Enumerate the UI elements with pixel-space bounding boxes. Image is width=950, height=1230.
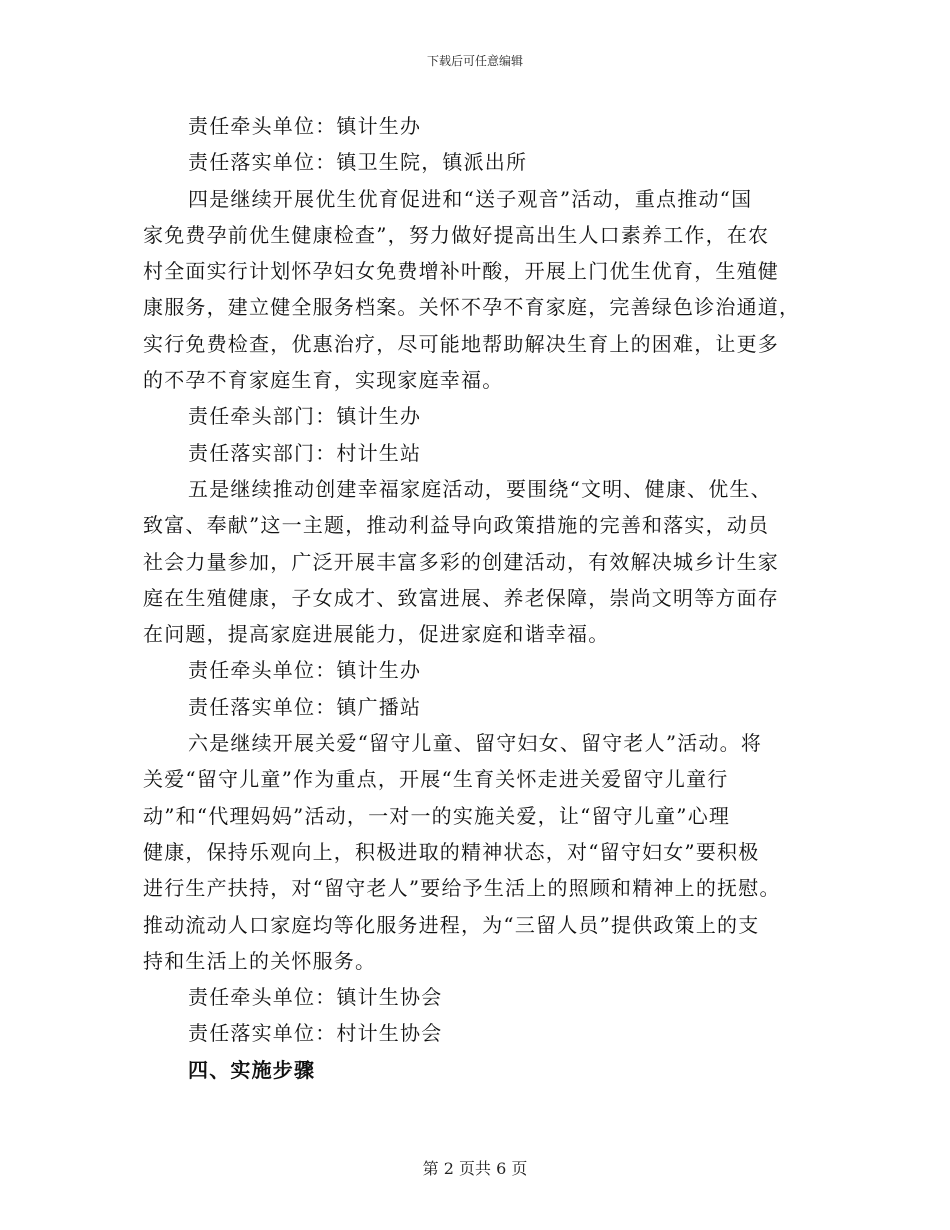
document-body xyxy=(143,108,813,1088)
section-heading: 四、实施步骤 xyxy=(188,1057,316,1082)
responsible-lead-unit: 责任牵头单位：镇计生办 xyxy=(188,114,422,138)
page-footer: 第 2 页共 6 页 xyxy=(422,1159,528,1178)
paragraph-line: 关爱“留守儿童”作为重点，开展“生育关怀走进关爱留守儿童行 xyxy=(143,767,729,792)
paragraph-line: 持和生活上的关怀服务。 xyxy=(143,948,377,973)
responsible-implementing-unit: 责任落实单位：村计生协会 xyxy=(188,1021,443,1046)
paragraph-line: 的不孕不育家庭生育，实现家庭幸福。 xyxy=(143,368,504,393)
paragraph-line: 健康，保持乐观向上，积极进取的精神状态，对“留守妇女”要积极 xyxy=(143,839,760,864)
page-header: 下载后可任意编辑 xyxy=(426,54,523,68)
paragraph-line: 社会力量参加，广泛开展丰富多彩的创建活动，有效解决城乡计生家 xyxy=(143,549,779,574)
paragraph-line: 康服务，建立健全服务档案。关怀不孕不育家庭，完善绿色诊治通道， xyxy=(143,295,801,320)
paragraph-line: 六是继续开展关爱“留守儿童、留守妇女、留守老人”活动。将 xyxy=(188,731,763,756)
paragraph-line: 进行生产扶持，对“留守老人”要给予生活上的照顾和精神上的抚慰。 xyxy=(143,876,781,901)
responsible-lead-department: 责任牵头部门：镇计生办 xyxy=(188,404,422,429)
paragraph-line: 动”和“代理妈妈”活动，一对一的实施关爱，让“留守儿童”心理 xyxy=(143,803,731,828)
responsible-implementing-department: 责任落实部门：村计生站 xyxy=(188,440,422,465)
paragraph-line: 村全面实行计划怀孕妇女免费增补叶酸，开展上门优生优育，生殖健 xyxy=(143,259,779,284)
paragraph-line: 五是继续推动创建幸福家庭活动，要围绕“文明、健康、优生、 xyxy=(188,476,772,501)
paragraph-line: 四是继续开展优生优育促进和“送子观音”活动，重点推动“国 xyxy=(188,186,753,211)
paragraph-line: 致富、奉献”这一主题，推动利益导向政策措施的完善和落实，动员 xyxy=(143,513,770,538)
paragraph-line: 在问题，提高家庭进展能力，促进家庭和谐幸福。 xyxy=(143,622,610,647)
responsible-implementing-unit: 责任落实单位：镇广播站 xyxy=(188,694,422,719)
responsible-lead-unit: 责任牵头单位：镇计生办 xyxy=(188,658,422,683)
paragraph-line: 庭在生殖健康，子女成才、致富进展、养老保障，崇尚文明等方面存 xyxy=(143,585,779,610)
paragraph-line: 实行免费检查，优惠治疗，尽可能地帮助解决生育上的困难，让更多 xyxy=(143,331,779,356)
responsible-implementing-unit: 责任落实单位：镇卫生院，镇派出所 xyxy=(188,150,528,175)
responsible-lead-unit: 责任牵头单位：镇计生协会 xyxy=(188,985,443,1010)
paragraph-line: 家免费孕前优生健康检查”，努力做好提高出生人口素养工作，在农 xyxy=(143,222,770,247)
paragraph-line: 推动流动人口家庭均等化服务进程，为“三留人员”提供政策上的支 xyxy=(143,912,760,937)
